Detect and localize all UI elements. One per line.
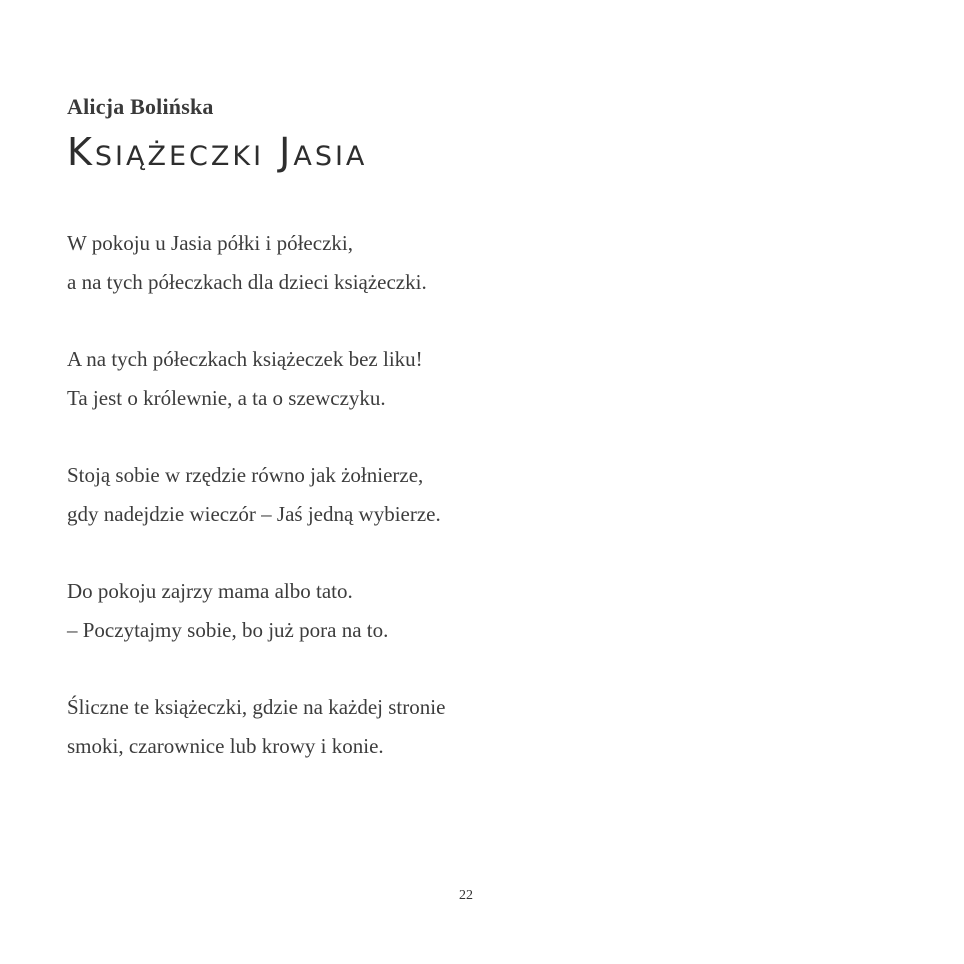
stanza-5	[67, 688, 667, 766]
stanza-4	[67, 572, 667, 650]
poem-title: Książeczki Jasia	[67, 130, 368, 174]
poem-line: Stoją sobie w rzędzie równo jak żołnierze,	[67, 463, 424, 487]
stanza-1	[67, 224, 667, 302]
poem-line: smoki, czarownice lub krowy i konie.	[67, 734, 384, 758]
poem-line: W pokoju u Jasia półki i półeczki,	[67, 231, 353, 255]
poem-line: Do pokoju zajrzy mama albo tato.	[67, 579, 353, 603]
stanza-2	[67, 340, 667, 418]
page-number: 22	[459, 888, 473, 903]
author-name: Alicja Bolińska	[67, 94, 214, 119]
poem-body	[67, 224, 667, 804]
poem-line: A na tych półeczkach książeczek bez liku!	[67, 347, 423, 371]
poem-line: gdy nadejdzie wieczór – Jaś jedną wybierze.	[67, 502, 441, 526]
poem-line: Śliczne te książeczki, gdzie na każdej stronie	[67, 695, 446, 719]
stanza-3	[67, 456, 667, 534]
poem-line: – Poczytajmy sobie, bo już pora na to.	[67, 618, 389, 642]
poem-line: a na tych półeczkach dla dzieci książeczki.	[67, 270, 427, 294]
poem-line: Ta jest o królewnie, a ta o szewczyku.	[67, 386, 386, 410]
